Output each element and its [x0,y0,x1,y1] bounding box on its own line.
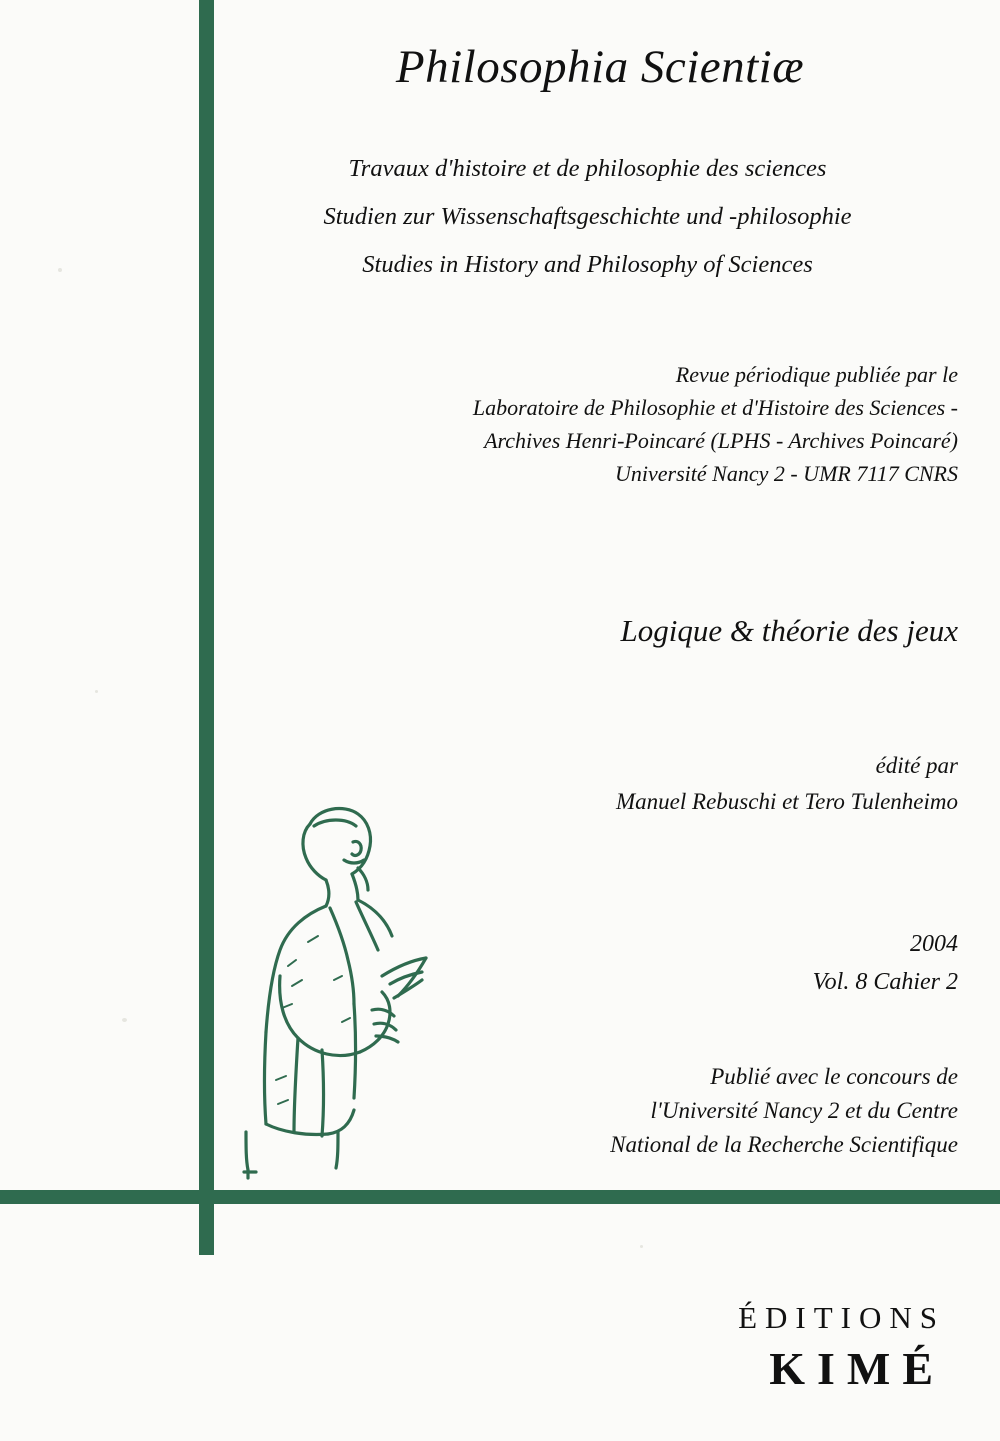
horizontal-rule [0,1190,1000,1204]
subtitle-line-de: Studien zur Wissenschaftsgeschichte und -philosophie [323,203,852,230]
publisher-line-2: Laboratoire de Philosophie et d'Histoire des Sciences - [472,395,958,420]
paper-speck [122,1018,127,1022]
year: 2004 [910,931,958,957]
support-line-2: l'Université Nancy 2 et du Centre [650,1098,958,1123]
issue-theme: Logique & théorie des jeux [620,613,958,648]
publisher-logo [0,1300,945,1395]
support-line-3: National de la Recherche Scientifique [610,1132,958,1157]
publisher-line-4: Université Nancy 2 - UMR 7117 CNRS [615,461,958,486]
edited-by-label: édité par [875,753,958,778]
vertical-rule [199,0,214,1255]
editor-names: Manuel Rebuschi et Tero Tulenheimo [616,789,958,814]
man-reading-drawing [222,780,462,1190]
publisher-line-3: Archives Henri-Poincaré (LPHS - Archives Poincaré) [484,428,958,453]
subtitle-block [215,145,960,289]
paper-speck [95,690,98,693]
support-line-1: Publié avec le concours de [710,1064,958,1089]
paper-speck [58,268,62,272]
volume-issue: Vol. 8 Cahier 2 [812,969,958,995]
masthead [240,40,960,94]
logo-kime-text: KIMÉ [769,1343,945,1394]
publisher-block [278,358,958,490]
publisher-line-1: Revue périodique publiée par le [675,362,958,387]
subtitle-line-en: Studies in History and Philosophy of Sciences [362,251,813,278]
subtitle-line-fr: Travaux d'histoire et de philosophie des sciences [348,155,827,182]
journal-title: Philosophia Scientiæ [395,41,805,93]
logo-editions-text: ÉDITIONS [738,1300,945,1335]
paper-speck [640,1245,643,1248]
